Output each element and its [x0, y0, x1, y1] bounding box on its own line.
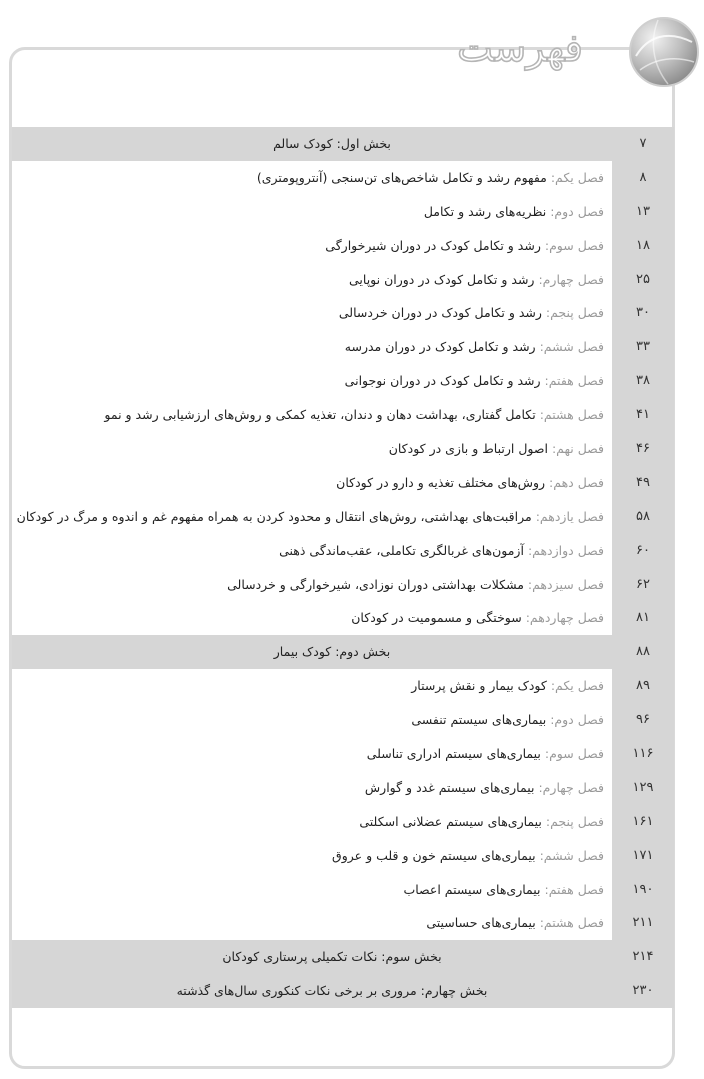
chapter-label: فصل دهم:	[549, 474, 604, 490]
chapter-label: فصل چهاردهم:	[525, 610, 604, 626]
toc-chapter-row[interactable]	[12, 906, 674, 940]
chapter-title: اصول ارتباط و بازی در کودکان	[388, 441, 548, 457]
page-title: فهرست	[457, 26, 583, 70]
toc-chapter-row[interactable]	[12, 669, 674, 703]
page-number: ۱۱۶	[612, 737, 674, 771]
page-number: ۲۱۱	[612, 906, 674, 940]
toc-entry	[345, 330, 604, 364]
toc-chapter-row[interactable]	[12, 839, 674, 873]
page-number: ۴۹	[612, 466, 674, 500]
chapter-label: فصل دوازدهم:	[527, 542, 604, 558]
page-number: ۲۳۰	[612, 974, 674, 1008]
page-number: ۶۰	[612, 534, 674, 568]
toc-entry	[279, 534, 604, 568]
chapter-title: بیماری‌های حساسیتی	[426, 915, 536, 931]
page-number: ۸۱	[612, 601, 674, 635]
toc-entry	[411, 703, 604, 737]
toc-entry	[12, 940, 612, 974]
toc-entry	[336, 466, 604, 500]
toc-entry	[424, 195, 604, 229]
toc-chapter-row[interactable]	[12, 601, 674, 635]
chapter-title: بیماری‌های سیستم خون و قلب و عروق	[332, 847, 536, 863]
page-number: ۱۸	[612, 229, 674, 263]
toc-chapter-row[interactable]	[12, 500, 674, 534]
page-number: ۱۲۹	[612, 771, 674, 805]
toc-entry	[365, 771, 604, 805]
chapter-title: بیماری‌های سیستم غدد و گوارش	[364, 779, 535, 795]
chapter-label: فصل چهارم:	[538, 779, 604, 795]
chapter-label: فصل ششم:	[539, 847, 604, 863]
toc-chapter-row[interactable]	[12, 534, 674, 568]
chapter-label: فصل سوم:	[544, 746, 604, 762]
toc-entry	[403, 873, 604, 907]
chapter-label: فصل ششم:	[539, 339, 604, 355]
section-title: بخش دوم: کودک بیمار	[273, 644, 391, 660]
toc-entry	[426, 906, 604, 940]
toc-entry	[359, 805, 604, 839]
page-number: ۱۷۱	[612, 839, 674, 873]
toc-chapter-row[interactable]	[12, 398, 674, 432]
header-rule-short	[602, 47, 626, 50]
toc-section-row[interactable]	[12, 974, 674, 1008]
chapter-label: فصل یکم:	[550, 169, 604, 185]
toc-chapter-row[interactable]	[12, 296, 674, 330]
chapter-label: فصل پنجم:	[545, 305, 604, 321]
page-number: ۳۳	[612, 330, 674, 364]
page-number: ۳۸	[612, 364, 674, 398]
page-number: ۱۹۰	[612, 873, 674, 907]
chapter-title: رشد و تکامل کودک در دوران نوجوانی	[344, 373, 541, 389]
chapter-title: مراقبت‌های بهداشتی، روش‌های انتقال و محدود کردن به همراه مفهوم غم و اندوه و مرگ در کودکان	[16, 508, 532, 524]
page-number: ۷	[612, 127, 674, 161]
toc-chapter-row[interactable]	[12, 805, 674, 839]
toc-entry	[411, 669, 604, 703]
page-number: ۸۹	[612, 669, 674, 703]
toc-chapter-row[interactable]	[12, 161, 674, 195]
chapter-label: فصل سوم:	[544, 237, 604, 253]
chapter-label: فصل سیزدهم:	[527, 576, 604, 592]
page-number: ۶۲	[612, 568, 674, 602]
toc-entry	[257, 161, 604, 195]
chapter-title: کودک بیمار و نقش پرستار	[411, 678, 547, 694]
chapter-title: مفهوم رشد و تکامل شاخص‌های تن‌سنجی (آنتروپومتری)	[256, 169, 547, 185]
toc-entry	[351, 601, 604, 635]
chapter-title: روش‌های مختلف تغذیه و دارو در کودکان	[336, 474, 546, 490]
toc-entry	[104, 398, 604, 432]
chapter-label: فصل دوم:	[550, 712, 604, 728]
chapter-title: رشد و تکامل کودک در دوران مدرسه	[344, 339, 536, 355]
toc-entry	[12, 127, 612, 161]
toc-chapter-row[interactable]	[12, 873, 674, 907]
page-number: ۸	[612, 161, 674, 195]
toc-section-row[interactable]	[12, 127, 674, 161]
page-number: ۲۱۴	[612, 940, 674, 974]
toc-chapter-row[interactable]	[12, 330, 674, 364]
page-number: ۸۸	[612, 635, 674, 669]
section-title: بخش سوم: نکات تکمیلی پرستاری کودکان	[222, 949, 442, 965]
toc-entry	[227, 568, 604, 602]
toc-entry	[339, 296, 604, 330]
chapter-title: بیماری‌های سیستم عضلانی اسکلتی	[359, 813, 542, 829]
chapter-label: فصل یکم:	[550, 678, 604, 694]
toc-chapter-row[interactable]	[12, 229, 674, 263]
toc-entry	[17, 500, 604, 534]
section-title: بخش اول: کودک سالم	[273, 136, 391, 151]
toc-chapter-row[interactable]	[12, 568, 674, 602]
toc-entry	[325, 229, 604, 263]
chapter-label: فصل نهم:	[551, 441, 604, 457]
chapter-label: فصل هشتم:	[539, 407, 604, 423]
toc-chapter-row[interactable]	[12, 263, 674, 297]
chapter-title: تکامل گفتاری، بهداشت دهان و دندان، تغذیه کمکی و روش‌های ارزشیابی رشد و نمو	[104, 407, 536, 423]
page-number: ۲۵	[612, 263, 674, 297]
toc-chapter-row[interactable]	[12, 195, 674, 229]
chapter-label: فصل هفتم:	[544, 373, 604, 389]
toc-section-row[interactable]	[12, 635, 674, 669]
chapter-label: فصل هفتم:	[544, 881, 604, 897]
table-of-contents	[12, 127, 674, 1008]
section-title: بخش چهارم: مروری بر برخی نکات کنکوری سال‌های گذشته	[176, 983, 488, 999]
toc-entry	[345, 364, 604, 398]
toc-entry	[12, 974, 612, 1008]
toc-entry	[367, 737, 604, 771]
page-number: ۹۶	[612, 703, 674, 737]
toc-chapter-row[interactable]	[12, 703, 674, 737]
page-number: ۱۳	[612, 195, 674, 229]
chapter-title: بیماری‌های سیستم اعصاب	[403, 881, 541, 897]
toc-chapter-row[interactable]	[12, 737, 674, 771]
toc-entry	[389, 432, 604, 466]
chapter-label: فصل یازدهم:	[535, 508, 604, 524]
chapter-title: رشد و تکامل کودک در دوران نوپایی	[348, 271, 535, 287]
chapter-title: مشکلات بهداشتی دوران نوزادی، شیرخوارگی و خردسالی	[227, 576, 524, 592]
page-number: ۱۶۱	[612, 805, 674, 839]
chapter-label: فصل پنجم:	[545, 813, 604, 829]
toc-chapter-row[interactable]	[12, 771, 674, 805]
toc-chapter-row[interactable]	[12, 364, 674, 398]
chapter-title: سوختگی و مسمومیت در کودکان	[351, 610, 522, 626]
chapter-label: فصل چهارم:	[538, 271, 604, 287]
chapter-title: رشد و تکامل کودک در دوران خردسالی	[338, 305, 542, 321]
chapter-title: بیماری‌های سیستم تنفسی	[411, 712, 547, 728]
chapter-label: فصل دوم:	[550, 203, 604, 219]
toc-section-row[interactable]	[12, 940, 674, 974]
page-number: ۳۰	[612, 296, 674, 330]
chapter-label: فصل هشتم:	[539, 915, 604, 931]
toc-chapter-row[interactable]	[12, 466, 674, 500]
toc-entry	[349, 263, 604, 297]
globe-icon	[628, 16, 700, 88]
header-rule	[60, 47, 432, 50]
chapter-title: بیماری‌های سیستم ادراری تناسلی	[366, 746, 541, 762]
page-number: ۴۱	[612, 398, 674, 432]
chapter-title: نظریه‌های رشد و تکامل	[423, 203, 547, 219]
chapter-title: رشد و تکامل کودک در دوران شیرخوارگی	[325, 237, 541, 253]
page-number: ۵۸	[612, 500, 674, 534]
page-number: ۴۶	[612, 432, 674, 466]
toc-entry	[332, 839, 604, 873]
toc-chapter-row[interactable]	[12, 432, 674, 466]
toc-entry	[12, 635, 612, 669]
chapter-title: آزمون‌های غربالگری تکاملی، عقب‌ماندگی ذهنی	[279, 542, 524, 558]
